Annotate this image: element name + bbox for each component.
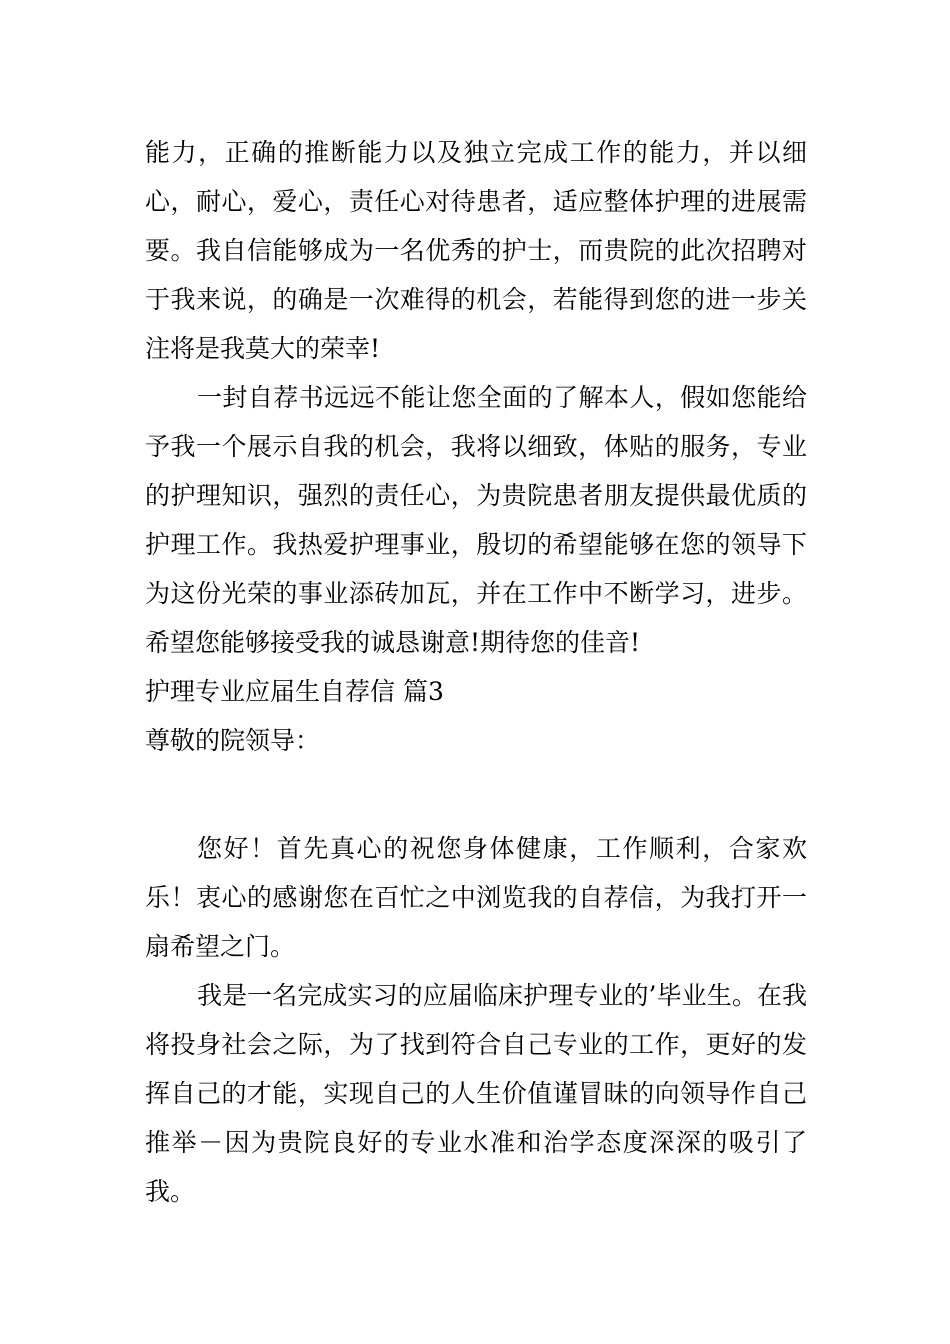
salutation: 尊敬的院领导： (145, 726, 321, 755)
paragraph-self-recommendation: 一封自荐书远远不能让您全面的了解本人，假如您能给予我一个展示自我的机会，我将以细致，体贴的服务，专业的护理知识，强烈的责任心，为贵院患者朋友提供最优质的护理工作。我热爱护理事业，殷切的希望能够在您的领导下为这份光荣的事业添砖加瓦，并在工作中不断学习，进步。希望您能够接受我的诚恳谢意!期待您的佳音! (145, 383, 807, 657)
paragraph-continuation: 能力，正确的推断能力以及独立完成工作的能力，并以细心，耐心，爱心，责任心对待患者，适应整体护理的进展需要。我自信能够成为一名优秀的护士，而贵院的此次招聘对于我来说，的确是一次难得的机会，若能得到您的进一步关注将是我莫大的荣幸! (145, 138, 807, 363)
section-title: 护理专业应届生自荐信 篇3 (145, 677, 444, 706)
document-page (145, 0, 807, 1344)
paragraph-introduction: 我是一名完成实习的应届临床护理专业的’毕业生。在我将投身社会之际，为了找到符合自己专业的工作，更好的发挥自己的才能，实现自己的人生价值谨冒昧的向领导作自己推举－因为贵院良好的专业水准和治学态度深深的吸引了我。 (145, 981, 807, 1206)
paragraph-greeting: 您好！首先真心的祝您身体健康，工作顺利，合家欢乐！衷心的感谢您在百忙之中浏览我的自荐信，为我打开一扇希望之门。 (145, 834, 807, 961)
